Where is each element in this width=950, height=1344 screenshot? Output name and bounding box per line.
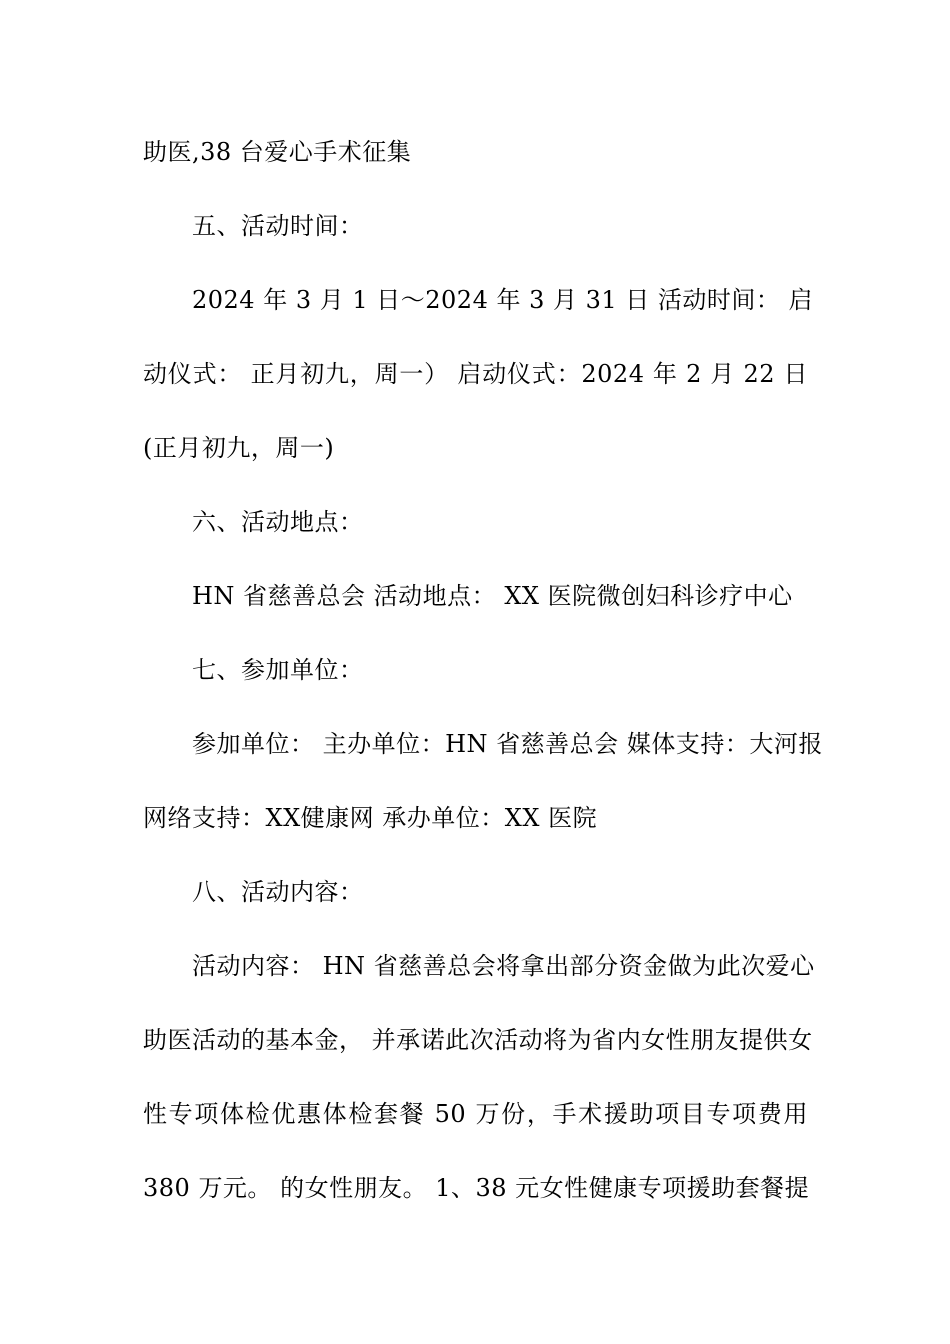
text-line-content-1: 活动内容： HN 省慈善总会将拿出部分资金做为此次爱心 xyxy=(192,952,815,980)
text-line-time-2: 动仪式： 正月初九，周一） 启动仪式：2024 年 2 月 22 日 xyxy=(143,360,808,388)
section-heading-units: 七、参加单位： xyxy=(192,656,364,684)
text-line-location: HN 省慈善总会 活动地点： XX 医院微创妇科诊疗中心 xyxy=(192,582,793,610)
text-line-content-2: 助医活动的基本金， 并承诺此次活动将为省内女性朋友提供女 xyxy=(143,1026,813,1054)
text-line-time-1: 2024 年 3 月 1 日～2024 年 3 月 31 日 活动时间： 启 xyxy=(192,286,814,314)
text-line-time-3: (正月初九，周一) xyxy=(143,434,335,462)
text-line-continuation: 助医,38 台爱心手术征集 xyxy=(143,138,412,166)
text-line-units-2: 网络支持：XX健康网 承办单位：XX 医院 xyxy=(143,804,598,832)
section-heading-content: 八、活动内容： xyxy=(192,878,364,906)
text-line-content-3: 性专项体检优惠体检套餐 50 万份，手术援助项目专项费用 xyxy=(143,1100,808,1128)
section-heading-location: 六、活动地点： xyxy=(192,508,364,536)
text-line-units-1: 参加单位： 主办单位：HN 省慈善总会 媒体支持：大河报 xyxy=(192,730,823,758)
text-line-content-4: 380 万元。 的女性朋友。 1、38 元女性健康专项援助套餐提 xyxy=(143,1174,810,1202)
section-heading-time: 五、活动时间： xyxy=(192,212,364,240)
